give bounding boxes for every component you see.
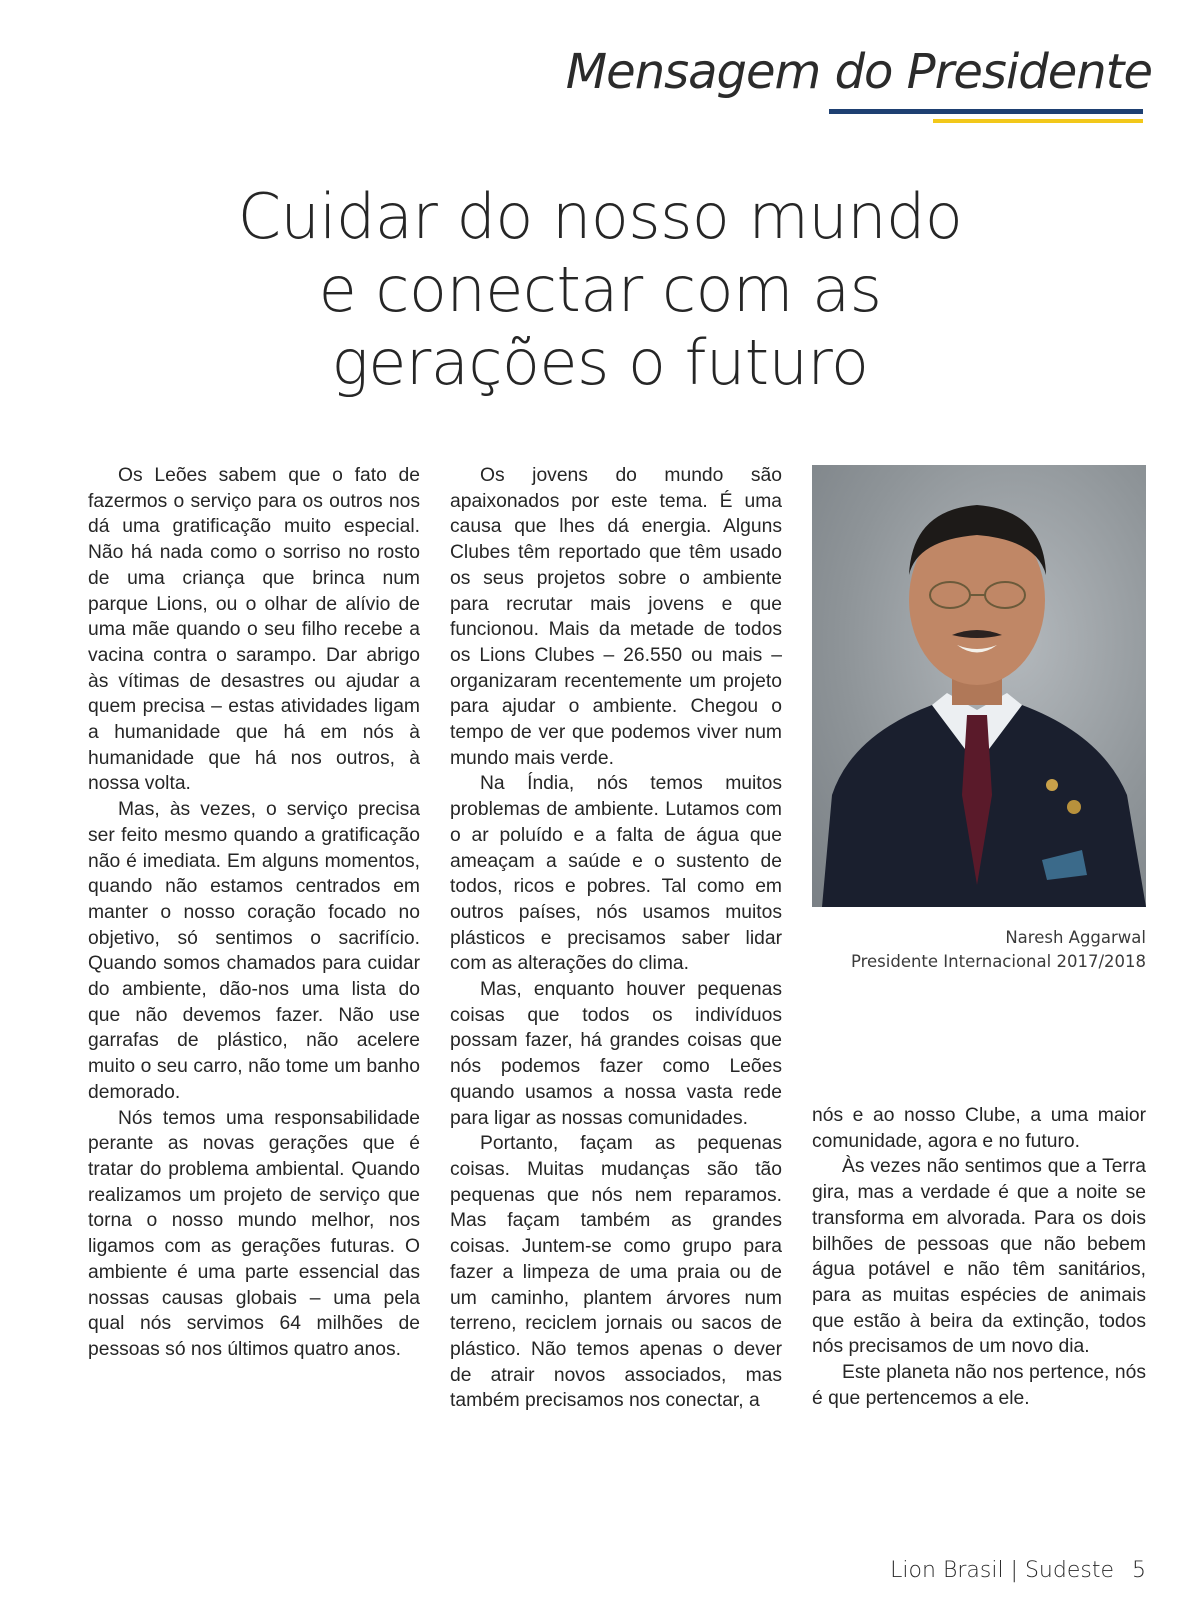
article-column-2 [450,463,782,1414]
paragraph: Às vezes não sentimos que a Terra gira, mas a verdade é que a noite se transforma em alvorada. Para os dois bilhões de pessoas que não bebem água potável e não têm sanitários, para as muitas espécies de animais que estão à beira da extinção, todos nós precisamos de um novo dia. [812,1156,1146,1358]
paragraph: Os Leões sabem que o fato de fazermos o serviço para os outros nos dá uma gratificação muito especial. Não há nada como o sorriso no rosto de uma criança que brinca num parque Lions, ou o olhar de alívio de uma mãe quando o seu filho recebe a vacina contra o sarampo. Dar abrigo às vítimas de desastres ou ajudar a quem precisa – estas atividades ligam a humanidade que há em nós à humanidade que há nos outros, à nossa volta. [88,465,420,795]
headline-line-3: gerações o futuro [331,326,869,399]
article-column-3 [812,1103,1146,1411]
photo-caption [851,926,1146,974]
paragraph: Os jovens do mundo são apaixonados por este tema. É uma causa que lhes dá energia. Alguns Clubes têm reportado que têm usado os seus projetos sobre o ambiente para recrutar mais jovens e que funcionou. Mais da metade de todos os Lions Clubes – 26.550 ou mais – organizaram recentemente um projeto para ajudar o ambiente. Chegou o tempo de ver que podemos viver num mundo mais verde. [450,465,782,769]
paragraph: Nós temos uma responsabilidade perante as novas gerações que é tratar do problema ambiental. Quando realizamos um projeto de serviço que torna o nosso mundo melhor, nos ligamos com as gerações futuras. O ambiente é uma parte essencial das nossas causas globais – uma pela qual nós servimos 64 milhões de pessoas só nos últimos quatro anos. [88,1107,420,1360]
president-portrait-photo [812,465,1146,907]
portrait-illustration [812,465,1146,907]
paragraph: nós e ao nosso Clube, a uma maior comunidade, agora e no futuro. [812,1105,1146,1152]
paragraph: Mas, enquanto houver pequenas coisas que todos os indivíduos possam fazer, há grandes coisas que nós podemos fazer como Leões quando usamos a nossa vasta rede para ligar as nossas comunidades. [450,979,782,1129]
paragraph: Mas, às vezes, o serviço precisa ser feito mesmo quando a gratificação não é imediata. Em alguns momentos, quando não estamos centrados em manter o nosso coração focado no objetivo, só sentimos o sacrifício. Quando somos chamados para cuidar do ambiente, dão-nos uma lista do que não devemos fazer. Não use garrafas de plástico, não acelere muito o seu carro, não tome um banho demorado. [88,799,420,1103]
article-headline [100,180,1100,399]
headline-line-1: Cuidar do nosso mundo [237,180,963,253]
section-rule-blue [829,109,1143,114]
headline-line-2: e conectar com as [318,253,882,326]
paragraph: Portanto, façam as pequenas coisas. Muitas mudanças são tão pequenas que nós nem reparamos. Mas façam também as grandes coisas. Juntem-se como grupo para fazer a limpeza de uma praia ou de um caminho, plantem árvores num terreno, reciclem jornais ou sacos de plástico. Não temos apenas o dever de atrair novos associados, mas também precisamos nos conectar, a [450,1133,782,1412]
page-footer [890,1558,1146,1583]
page-number: 5 [1132,1558,1146,1583]
paragraph: Na Índia, nós temos muitos problemas de ambiente. Lutamos com o ar poluído e a falta de água que ameaçam a saúde e o sustento de todos, ricos e pobres. Tal como em outros países, nós usamos muitos plásticos e precisamos saber lidar com as alterações do clima. [450,773,782,975]
paragraph: Este planeta não nos pertence, nós é que pertencemos a ele. [812,1362,1146,1409]
section-title: Mensagem do Presidente [565,44,1152,100]
caption-role: Presidente Internacional 2017/2018 [850,952,1146,971]
article-column-1 [88,463,420,1363]
publication-name: Lion Brasil | Sudeste [890,1558,1114,1583]
caption-name: Naresh Aggarwal [1005,928,1146,947]
section-rule-yellow [933,119,1143,123]
